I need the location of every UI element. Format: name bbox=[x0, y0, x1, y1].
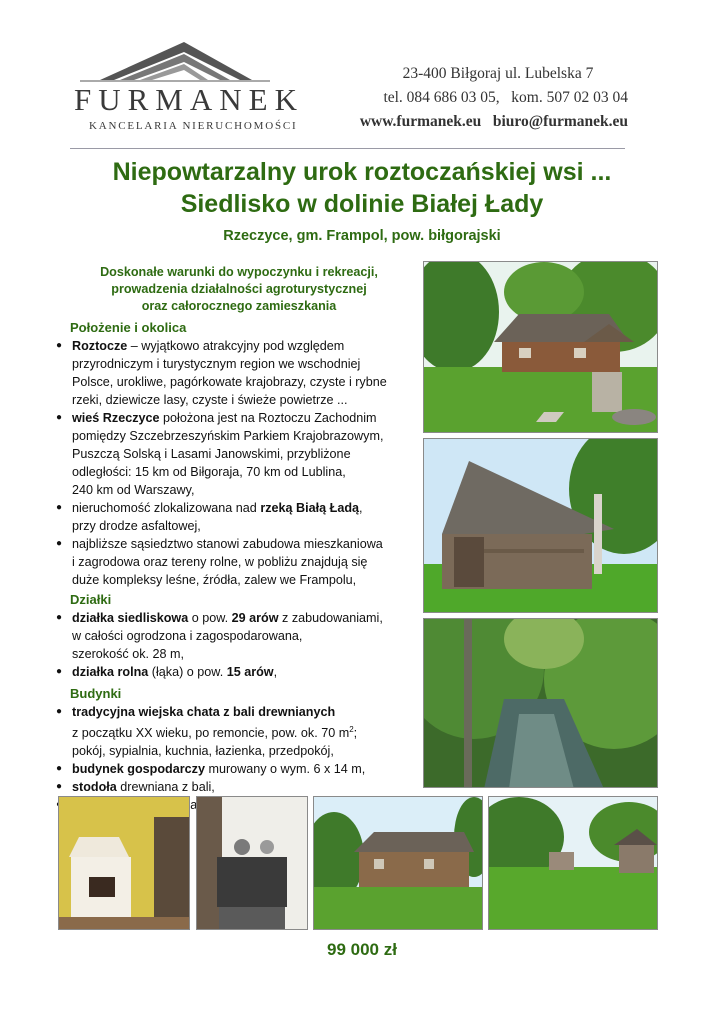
text: z początku XX wieku, po remoncie, pow. ok. 70 m bbox=[72, 726, 350, 741]
text: duże kompleksy leśne, źródła, zalew we Frampolu, bbox=[72, 573, 357, 587]
bold-term: 29 arów bbox=[231, 611, 279, 625]
text: w całości ogrodzona i zagospodarowana, bbox=[72, 629, 303, 643]
price: 99 000 zł bbox=[327, 940, 397, 959]
text: murowany o wym. 6 x 14 m, bbox=[204, 762, 366, 777]
photo-barn bbox=[423, 438, 658, 613]
yard-image bbox=[314, 797, 483, 930]
phones: tel. 084 686 03 05, kom. 507 02 03 04 bbox=[383, 89, 628, 106]
web-and-email[interactable]: www.furmanek.eu biuro@furmanek.eu bbox=[359, 113, 628, 130]
bold-term: 15 arów bbox=[226, 665, 274, 679]
text: , bbox=[273, 665, 278, 679]
intro-line: oraz całorocznego zamieszkania bbox=[141, 299, 337, 313]
river-image bbox=[424, 619, 658, 788]
cottage-image bbox=[424, 262, 658, 433]
headline: Niepowtarzalny urok roztoczańskiej wsi ... bbox=[112, 158, 612, 186]
text: – wyjątkowo atrakcyjny pod względem bbox=[127, 339, 345, 353]
bold-term: Roztocze bbox=[72, 339, 128, 353]
text: pomiędzy Szczebrzeszyńskim Parkiem Krajobrazowym, bbox=[72, 429, 384, 443]
plots-list bbox=[56, 609, 416, 681]
bold-term: stodoła bbox=[72, 780, 117, 795]
stove-image bbox=[59, 797, 190, 930]
section-heading-plots: Działki bbox=[70, 592, 112, 607]
photo-river bbox=[423, 618, 658, 788]
text: przyrodniczym i turystycznym region we wschodniej bbox=[72, 357, 361, 371]
text: 240 km od Warszawy, bbox=[72, 483, 195, 497]
list-item bbox=[56, 535, 416, 589]
photo-kitchen-stove bbox=[196, 796, 308, 930]
bold-term: wieś Rzeczyce bbox=[72, 411, 160, 425]
address: 23-400 Biłgoraj ul. Lubelska 7 bbox=[402, 65, 594, 82]
photo-yard bbox=[313, 796, 483, 930]
house-roof-icon bbox=[80, 38, 270, 82]
location-line: Rzeczyce, gm. Frampol, pow. biłgorajski bbox=[223, 228, 501, 244]
text: szerokość ok. 28 m, bbox=[72, 647, 184, 661]
brand-subtitle: KANCELARIA NIERUCHOMOŚCI bbox=[89, 120, 298, 132]
list-item bbox=[56, 409, 416, 499]
list-item bbox=[56, 663, 416, 681]
bold-term: budynek gospodarczy bbox=[72, 762, 205, 777]
bold-term: działka siedliskowa bbox=[72, 611, 189, 625]
kitchen-image bbox=[197, 797, 308, 930]
intro-line: Doskonałe warunki do wypoczynku i rekreacji, bbox=[100, 265, 378, 279]
section-heading-buildings: Budynki bbox=[70, 686, 122, 701]
intro-text bbox=[56, 264, 416, 315]
text: o pow. bbox=[188, 611, 232, 625]
contact-block bbox=[328, 62, 628, 134]
text: i zagrodowa oraz tereny rolne, w pobliżu znajdują się bbox=[72, 555, 368, 569]
text: najbliższe sąsiedztwo stanowi zabudowa mieszkaniowa bbox=[72, 537, 383, 551]
text: położona jest na Roztoczu Zachodnim bbox=[159, 411, 377, 425]
location-list bbox=[56, 337, 416, 589]
list-item bbox=[56, 760, 416, 778]
text: z zabudowaniami, bbox=[278, 611, 383, 625]
photo-meadow bbox=[488, 796, 658, 930]
header-divider bbox=[70, 148, 625, 149]
barn-image bbox=[424, 439, 658, 613]
text: drewniana z bali, bbox=[116, 780, 215, 795]
text: przy drodze asfaltowej, bbox=[72, 519, 201, 533]
subheadline: Siedlisko w dolinie Białej Łady bbox=[180, 190, 544, 218]
text: rzeki, dziewicze lasy, czyste i świeże powietrze ... bbox=[72, 393, 348, 407]
meadow-image bbox=[489, 797, 658, 930]
section-heading-location: Położenie i okolica bbox=[70, 320, 187, 335]
list-item bbox=[56, 337, 416, 409]
list-item bbox=[56, 778, 416, 796]
company-logo bbox=[60, 34, 310, 134]
text: , bbox=[359, 501, 363, 515]
list-item bbox=[56, 609, 416, 663]
brand-name: FURMANEK bbox=[74, 82, 304, 117]
intro-line: prowadzenia działalności agroturystycznej bbox=[111, 282, 367, 296]
text: ; bbox=[353, 726, 358, 741]
bold-term: rzeką Białą Ładą bbox=[260, 501, 360, 515]
superscript: 2 bbox=[349, 725, 354, 734]
bold-term: tradycyjna wiejska chata z bali drewnianych bbox=[72, 705, 336, 719]
text: odległości: 15 km od Biłgoraja, 70 km od Lublina, bbox=[72, 465, 346, 479]
text: (łąka) o pow. bbox=[148, 665, 227, 679]
bold-term: działka rolna bbox=[72, 665, 149, 679]
description-column bbox=[56, 264, 416, 814]
photo-cottage-with-well bbox=[423, 261, 658, 433]
photo-tiled-stove bbox=[58, 796, 190, 930]
list-item bbox=[56, 703, 416, 760]
text: nieruchomość zlokalizowana nad bbox=[72, 501, 261, 515]
list-item bbox=[56, 499, 416, 535]
text: Puszczą Solską i Lasami Janowskimi, przybliżone bbox=[72, 447, 351, 461]
text: Polsce, urokliwe, pagórkowate krajobrazy, czyste i rybne bbox=[72, 375, 387, 389]
text: pokój, sypialnia, kuchnia, łazienka, przedpokój, bbox=[72, 744, 334, 759]
